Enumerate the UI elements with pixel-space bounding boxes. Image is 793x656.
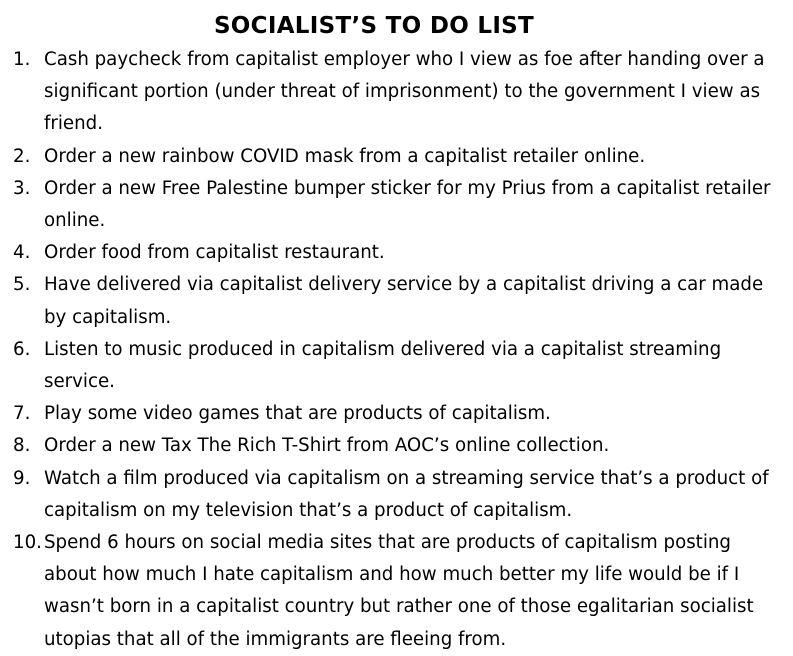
list-item-text: Play some video games that are products of capitalism. xyxy=(44,403,551,425)
list-item-text: Watch a film produced via capitalism on a streaming service that’s a product of capitalism on my television that’s a product of capitalism. xyxy=(44,467,769,521)
list-item-text: Order a new Tax The Rich T-Shirt from AOC’s online collection. xyxy=(44,435,610,457)
list-item xyxy=(0,237,793,269)
list-item-text: Order a new rainbow COVID mask from a capitalist retailer online. xyxy=(44,145,646,167)
list-item-text: Spend 6 hours on social media sites that are products of capitalism posting about how much I hate capitalism and how much better my life would be if I wasn’t born in a capitalist country but rather one of those egalitarian socialist utopias that all of the immigrants are fleeing from. xyxy=(44,532,754,650)
list-item xyxy=(0,141,793,173)
list-item-text: Order a new Free Palestine bumper sticker for my Prius from a capitalist retailer online. xyxy=(44,177,771,232)
list-item xyxy=(0,527,793,656)
list-item-text: Listen to music produced in capitalism delivered via a capitalist streaming service. xyxy=(44,338,722,393)
list-item-number: 1. xyxy=(13,49,31,70)
page-title: SOCIALIST’S TO DO LIST xyxy=(213,13,535,39)
list-item xyxy=(0,430,793,462)
list-item xyxy=(0,269,793,333)
list-item xyxy=(0,463,793,527)
list-item-number: 7. xyxy=(13,403,31,425)
list-item-number: 8. xyxy=(13,435,31,457)
list-item-number: 3. xyxy=(13,177,31,199)
list-item-number: 5. xyxy=(13,274,31,296)
list-item-number: 2. xyxy=(13,145,31,167)
list-item-number: 6. xyxy=(13,338,31,360)
list-item-text: Cash paycheck from capitalist employer who I view as foe after handing over a significant portion (under threat of imprisonment) to the government I view as friend. xyxy=(44,49,765,135)
todo-list xyxy=(0,44,793,656)
list-item xyxy=(0,44,793,141)
list-item xyxy=(0,334,793,398)
list-item-number: 9. xyxy=(13,467,31,489)
list-item-number: 4. xyxy=(13,242,31,264)
list-item-number: 10. xyxy=(13,532,42,554)
list-item xyxy=(0,398,793,430)
list-item-text: Have delivered via capitalist delivery service by a capitalist driving a car made by capitalism. xyxy=(44,274,764,328)
list-item xyxy=(0,173,793,237)
list-item-text: Order food from capitalist restaurant. xyxy=(44,242,385,264)
